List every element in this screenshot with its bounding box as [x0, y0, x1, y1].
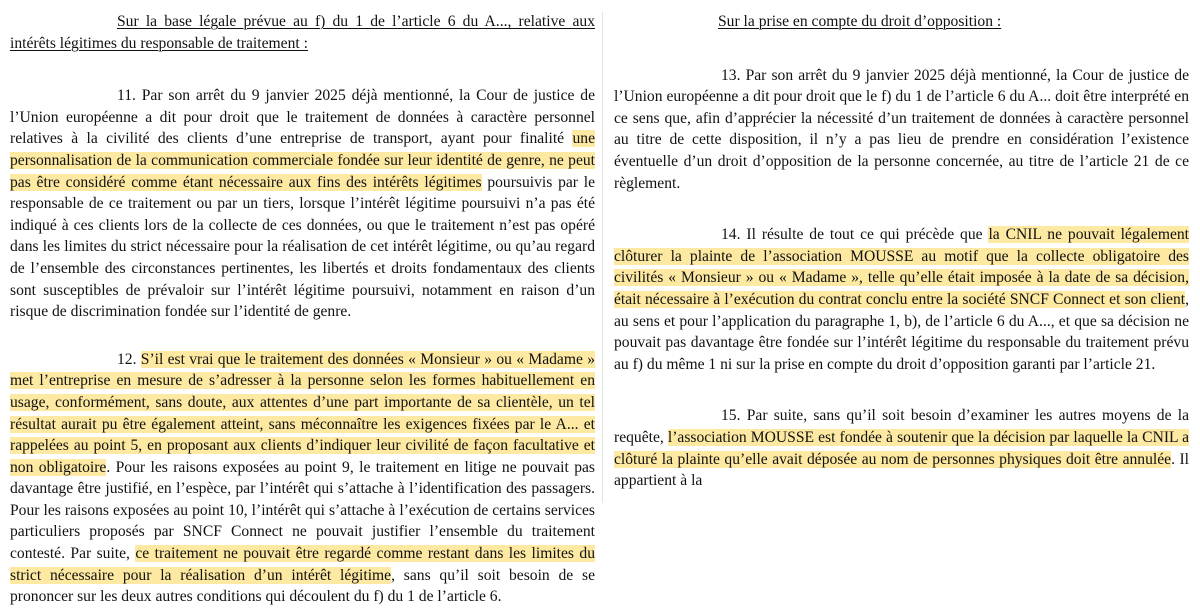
paragraph-15-text-a: 15. Par suite, sans qu’il soit besoin d’examiner les autres moyens de la requête,: [614, 407, 1189, 446]
paragraph-15-text-b: . Il appartient à la: [614, 450, 1189, 490]
paragraph-12-text-mid: . Pour les raisons exposées au point 9, le traitement en litige ne pouvait pas davantage être justifié, en l’espèce, par l’intérêt qui s’attache à l’identification des passagers. Pour les raisons exposées au point 10, l’intérêt qui s’attache à l’exécution de certains services particuliers proposés par SNCF Connect ne pouvait justifier l’ensemble du traitement contesté. Par suite,: [10, 458, 595, 563]
paragraph-11: [10, 85, 595, 323]
paragraph-15-highlight: l’association MOUSSE est fondée à soutenir que la décision par laquelle la CNIL a clôturé la plainte qu’elle avait déposée au nom de personnes physiques doit être annulée: [614, 428, 1189, 468]
paragraph-12-highlight-1: S’il est vrai que le traitement des données « Monsieur » ou « Madame » met l’entreprise en mesure de s’adresser à la personne selon les formes habituellement en usage, conformément, sans doute, aux attentes d’une part importante de sa clientèle, un tel résultat aurait pu être également atteint, sans méconnaître les exigences fixées par le A... et rappelées au point 5, en proposant aux clients d’indiquer leur civilité de façon facultative et non obligatoire: [10, 350, 596, 476]
paragraph-12-number: 12.: [117, 350, 141, 368]
paragraph-14: [614, 224, 1189, 375]
left-column: [10, 0, 595, 608]
paragraph-14-text-a: 14. Il résulte de tout ce qui précède que: [721, 226, 989, 244]
paragraph-11-highlight: une personnalisation de la communication commerciale fondée sur leur identité de genre, ne peut pas être considéré comme étant nécessaire aux fins des intérêts légitimes: [10, 130, 595, 191]
paragraph-14-highlight: la CNIL ne pouvait légalement clôturer la plainte de l’association MOUSSE au motif que la collecte obligatoire des civilités « Monsieur » ou « Madame », telle qu’elle était imposée à la date de sa décision, était nécessaire à l’exécution du contrat conclu entre la société SNCF Connect et son client: [614, 226, 1189, 308]
section-heading-opposition: Sur la prise en compte du droit d’opposition :: [718, 13, 1002, 30]
paragraph-15: [614, 405, 1189, 491]
paragraph-12: [10, 349, 595, 608]
paragraph-12-text-end: , sans qu’il soit besoin de se prononcer sur les deux autres conditions qui découlent du f) du 1 de l’article 6.: [10, 566, 595, 606]
right-column: [614, 0, 1189, 492]
paragraph-11-text-b: poursuivis par le responsable de ce traitement ou par un tiers, lorsque l’intérêt légitime poursuivi n’a pas été indiqué à ces clients lors de la collecte de ces données, ou que le traitement n’est pas opéré dans les limites du strict nécessaire pour la réalisation de cet intérêt légitime, ou qu’au regard de l’ensemble des circonstances pertinentes, les libertés et droits fondamentaux des clients sont susceptibles de prévaloir sur l’intérêt légitime poursuivi, notamment en raison d’un risque de discrimination fondée sur l’identité de genre.: [10, 173, 595, 321]
paragraph-13: 13. Par son arrêt du 9 janvier 2025 déjà mentionné, la Cour de justice de l’Union européenne a dit pour droit que le f) du 1 de l’article 6 du A... doit être interprété en ce sens que, afin d’apprécier la nécessité d’un traitement de données à caractère personnel au titre de cette disposition, il n’y a pas lieu de prendre en considération l’existence éventuelle d’un droit d’opposition de la personne concernée, au titre de l’article 21 de ce règlement.: [614, 66, 1189, 192]
paragraph-14-text-b: , au sens et pour l’application du paragraphe 1, b), de l’article 6 du A..., et que sa décision ne pouvait pas davantage être fondée sur l’intérêt légitime du responsable du traitement prévu au f) du même 1 ni sur la prise en compte du droit d’opposition garanti par l’article 21.: [614, 290, 1189, 373]
column-divider: [602, 12, 603, 503]
paragraph-11-text-a: 11. Par son arrêt du 9 janvier 2025 déjà mentionné, la Cour de justice de l’Union européenne a dit pour droit que le traitement de données à caractère personnel relatives à la civilité des clients d’une entreprise de transport, ayant pour finalité: [10, 87, 595, 148]
section-heading-legal-basis: Sur la base légale prévue au f) du 1 de l’article 6 du A..., relative aux intérêts légitimes du responsable de traitement :: [10, 13, 595, 52]
paragraph-12-highlight-2: ce traitement ne pouvait être regardé comme restant dans les limites du strict nécessaire pour la réalisation d’un intérêt légitime: [10, 545, 595, 584]
